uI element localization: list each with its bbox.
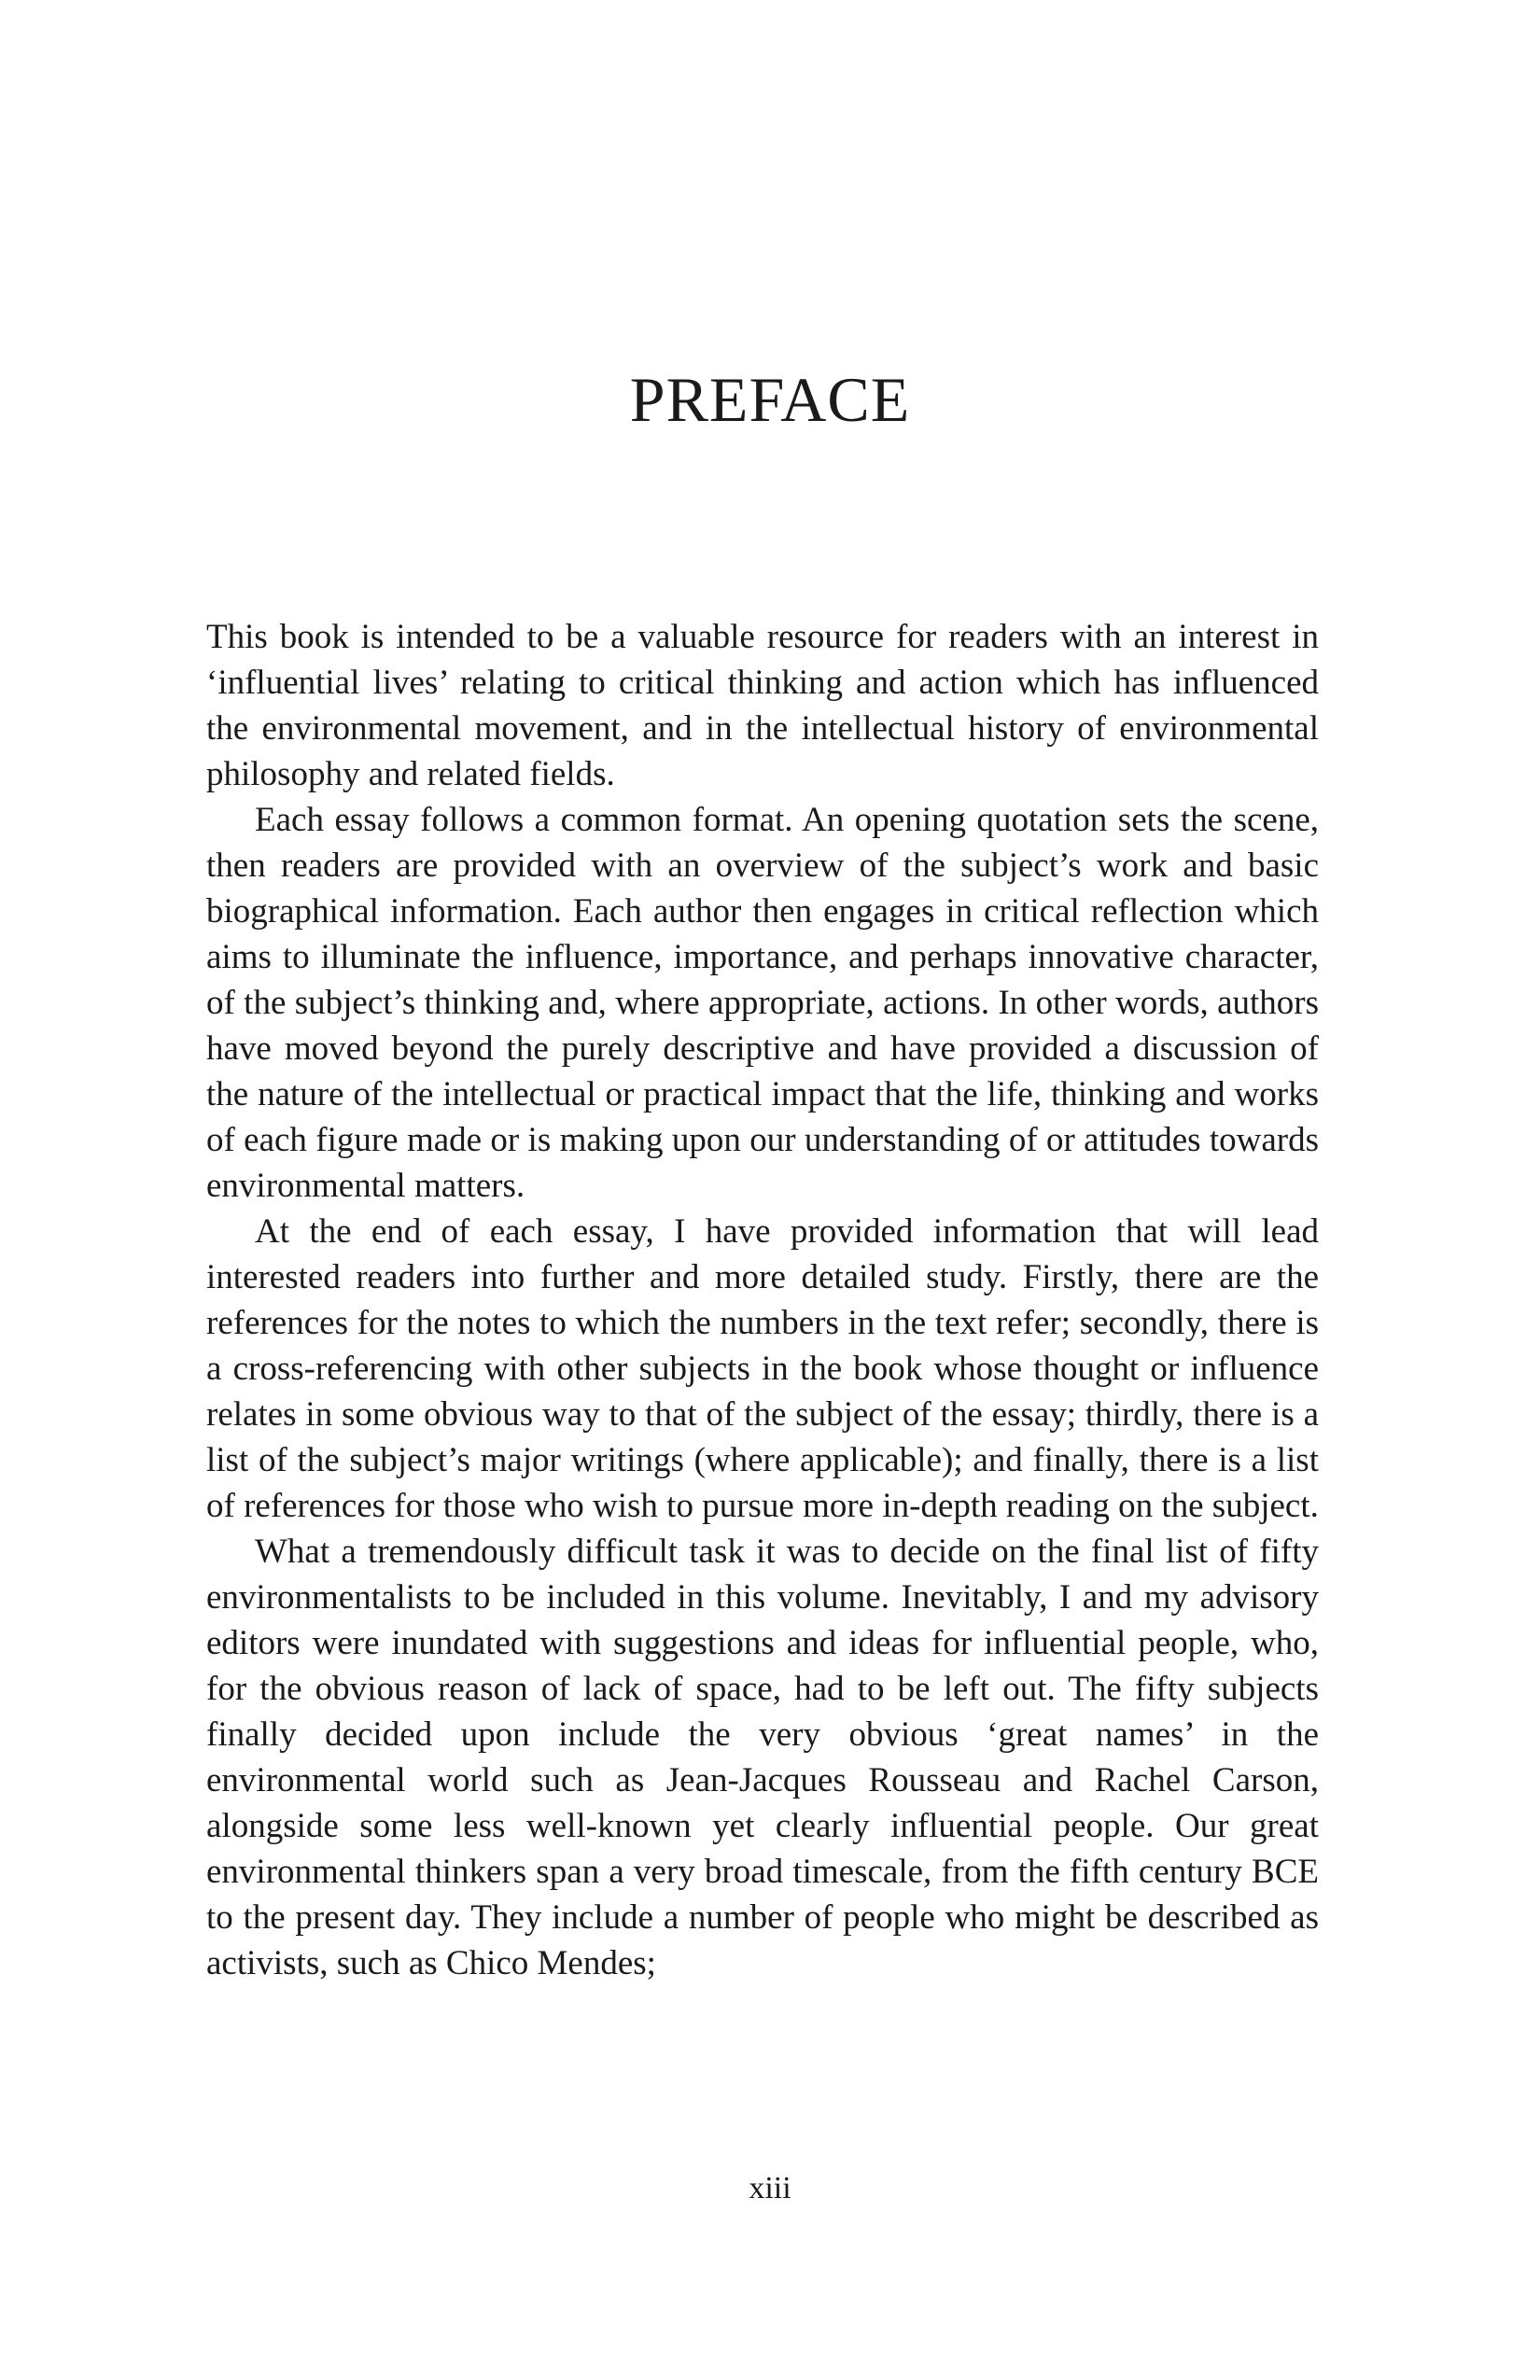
- page-title: PREFACE: [629, 364, 911, 435]
- paragraph-1: This book is intended to be a valuable resource for readers with an interest in ‘influential lives’ relating to critical thinking and action which has influenced the environmental movement, and in the intellectual history of environmental philosophy and related fields.: [206, 618, 1319, 793]
- paragraph-2: Each essay follows a common format. An opening quotation sets the scene, then readers are provided with an overview of the subject’s work and basic biographical information. Each author then engages in critical reflection which aims to illuminate the influence, importance, and perhaps innovative character, of the subject’s thinking and, where appropriate, actions. In other words, authors have moved beyond the purely descriptive and have provided a discussion of the nature of the intellectual or practical impact that the life, thinking and works of each figure made or is making upon our understanding of or attitudes towards environmental matters.: [206, 801, 1319, 1205]
- paragraph-4: What a tremendously difficult task it was to decide on the final list of fifty environmentalists to be included in this volume. Inevitably, I and my advisory editors were inundated with suggestions and ideas for influential people, who, for the obvious reason of lack of space, had to be left out. The fifty subjects finally decided upon include the very obvious ‘great names’ in the environmental world such as Jean-Jacques Rousseau and Rachel Carson, alongside some less well-known yet clearly influential people. Our great environmental thinkers span a very broad timescale, from the fifth century BCE to the present day. They include a number of people who might be described as activists, such as Chico Mendes;: [206, 1533, 1319, 1982]
- page-number: xiii: [749, 2171, 791, 2205]
- body-text: [206, 614, 1319, 1986]
- paragraph-3: At the end of each essay, I have provided information that will lead interested readers into further and more detailed study. Firstly, there are the references for the notes to which the numbers in the text refer; secondly, there is a cross-referencing with other subjects in the book whose thought or influence relates in some obvious way to that of the subject of the essay; thirdly, there is a list of the subject’s major writings (where applicable); and finally, there is a list of references for those who wish to pursue more in-depth reading on the subject.: [206, 1212, 1319, 1525]
